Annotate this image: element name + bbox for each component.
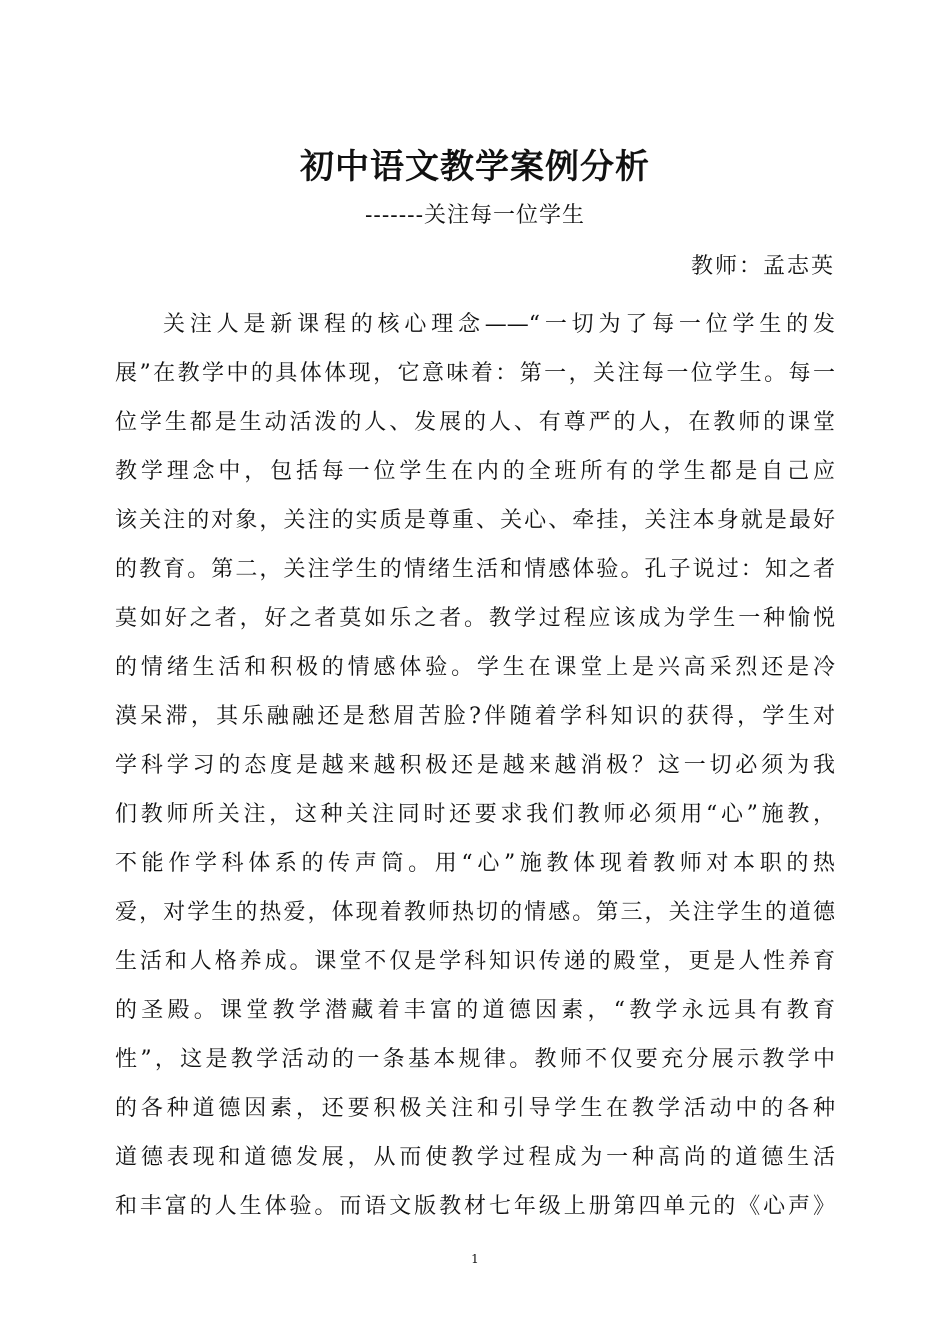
text-line: 生活和人格养成。课堂不仅是学科知识传递的殿堂，更是人性养育: [115, 949, 835, 974]
page-number: 1: [471, 1252, 479, 1266]
document-title: 初中语文教学案例分析: [300, 147, 650, 187]
text-line: 展”在教学中的具体体现，它意味着：第一，关注每一位学生。每一: [115, 361, 835, 386]
text-line: 性”，这是教学活动的一条基本规律。教师不仅要充分展示教学中: [115, 1047, 835, 1072]
body-paragraph: [115, 300, 835, 1231]
text-line: 们教师所关注，这种关注同时还要求我们教师必须用“心”施教，: [115, 802, 835, 827]
text-line: 道德表现和道德发展，从而使教学过程成为一种高尚的道德生活: [115, 1145, 835, 1170]
text-line: 莫如好之者，好之者莫如乐之者。教学过程应该成为学生一种愉悦: [115, 606, 835, 631]
text-line: 和丰富的人生体验。而语文版教材七年级上册第四单元的《心声》: [115, 1194, 835, 1219]
text-line: 爱，对学生的热爱，体现着教师热切的情感。第三，关注学生的道德: [115, 900, 835, 925]
text-line: 位学生都是生动活泼的人、发展的人、有尊严的人，在教师的课堂: [115, 410, 835, 435]
text-line: 不能作学科体系的传声筒。用“心”施教体现着教师对本职的热: [115, 851, 835, 876]
text-line: 学科学习的态度是越来越积极还是越来越消极？这一切必须为我: [115, 753, 835, 778]
text-line: 的教育。第二，关注学生的情绪生活和情感体验。孔子说过：知之者: [115, 557, 835, 582]
text-line: 漠呆滞，其乐融融还是愁眉苦脸?伴随着学科知识的获得，学生对: [115, 704, 835, 729]
text-line: 关注人是新课程的核心理念——“一切为了每一位学生的发: [163, 312, 835, 337]
text-line: 的情绪生活和积极的情感体验。学生在课堂上是兴高采烈还是冷: [115, 655, 835, 680]
text-line: 的各种道德因素，还要积极关注和引导学生在教学活动中的各种: [115, 1096, 835, 1121]
document-subtitle: -------关注每一位学生: [364, 203, 586, 228]
text-line: 该关注的对象，关注的实质是尊重、关心、牵挂，关注本身就是最好: [115, 508, 835, 533]
author-line: 教师：孟志英: [690, 254, 835, 279]
text-line: 教学理念中，包括每一位学生在内的全班所有的学生都是自己应: [115, 459, 835, 484]
text-line: 的圣殿。课堂教学潜藏着丰富的道德因素，“教学永远具有教育: [115, 998, 835, 1023]
